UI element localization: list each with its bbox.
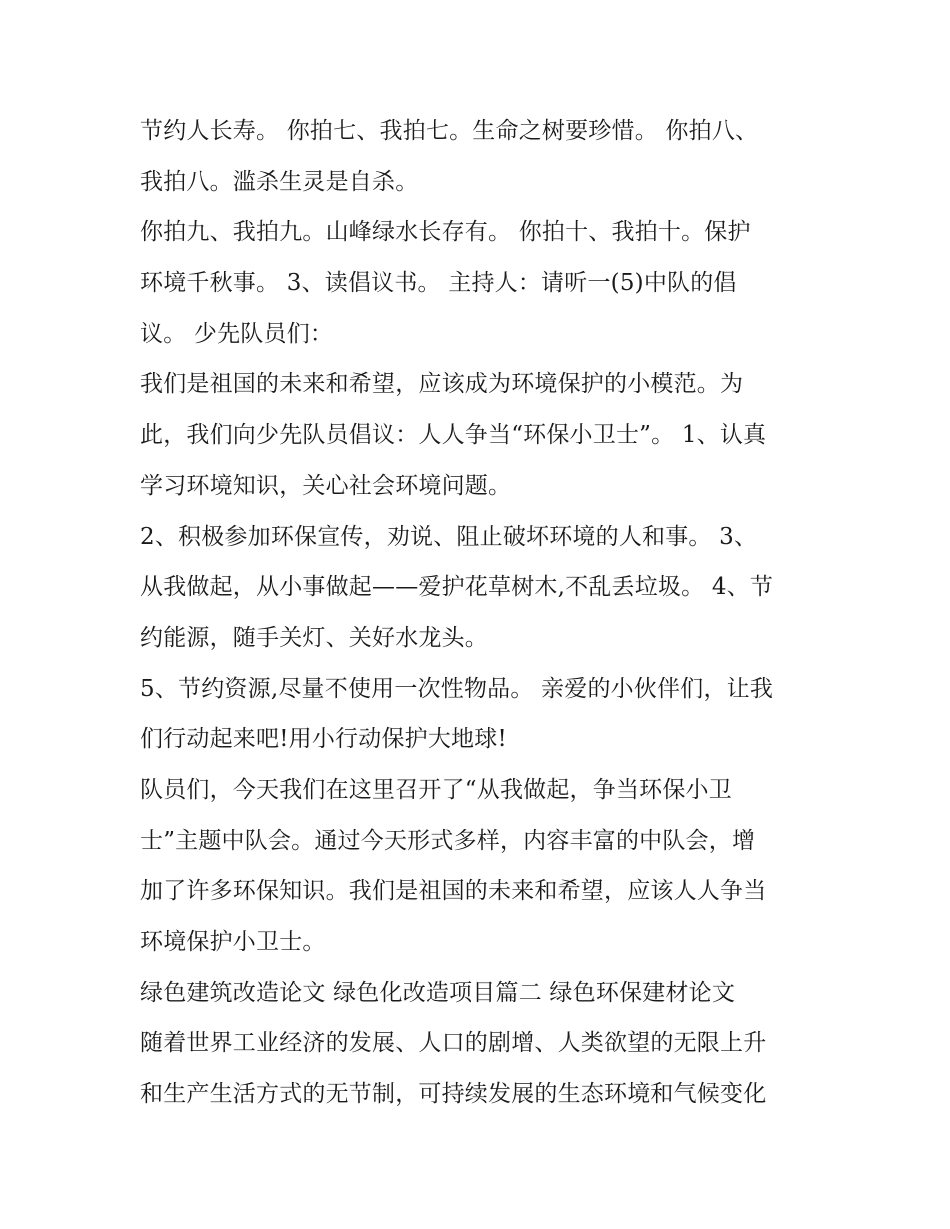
document-body xyxy=(140,106,830,1120)
text-line: 环境千秋事。 3、读倡议书。 主持人：请听一(5)中队的倡 xyxy=(140,270,737,297)
text-line: 2、积极参加环保宣传，劝说、阻止破坏环境的人和事。 3、 xyxy=(140,523,758,550)
text-line: 绿色建筑改造论文 绿色化改造项目篇二 绿色环保建材论文 xyxy=(140,979,736,1006)
text-line: 此，我们向少先队员倡议：人人争当“环保小卫士”。 1、认真 xyxy=(140,422,767,449)
text-line: 从我做起，从小事做起——爱护花草树木,不乱丢垃圾。 4、节 xyxy=(140,574,774,601)
text-line: 队员们，今天我们在这里召开了“从我做起，争当环保小卫 xyxy=(140,776,732,803)
text-line: 你拍九、我拍九。山峰绿水长存有。 你拍十、我拍十。保护 xyxy=(140,219,751,246)
text-line: 节约人长寿。 你拍七、我拍七。生命之树要珍惜。 你拍八、 xyxy=(140,118,759,144)
text-line: 议。 少先队员们： xyxy=(140,320,334,347)
text-line: 随着世界工业经济的发展、人口的剧增、人类欲望的无限上升 xyxy=(140,1030,767,1057)
text-line: 我们是祖国的未来和希望，应该成为环境保护的小模范。为 xyxy=(140,371,744,398)
text-line: 士”主题中队会。通过今天形式多样，内容丰富的中队会，增 xyxy=(140,827,756,854)
text-line: 约能源，随手关灯、关好水龙头。 xyxy=(140,624,488,651)
text-line: 学习环境知识，关心社会环境问题。 xyxy=(140,472,512,499)
text-line: 我拍八。滥杀生灵是自杀。 xyxy=(140,168,419,195)
text-line: 加了许多环保知识。我们是祖国的未来和希望，应该人人争当 xyxy=(140,878,767,905)
text-line: 们行动起来吧!用小行动保护大地球! xyxy=(140,726,507,753)
text-line: 环境保护小卫士。 xyxy=(140,929,326,955)
text-line: 5、节约资源,尽量不使用一次性物品。 亲爱的小伙伴们，让我 xyxy=(140,675,774,702)
text-line: 和生产生活方式的无节制，可持续发展的生态环境和气候变化 xyxy=(140,1081,767,1108)
